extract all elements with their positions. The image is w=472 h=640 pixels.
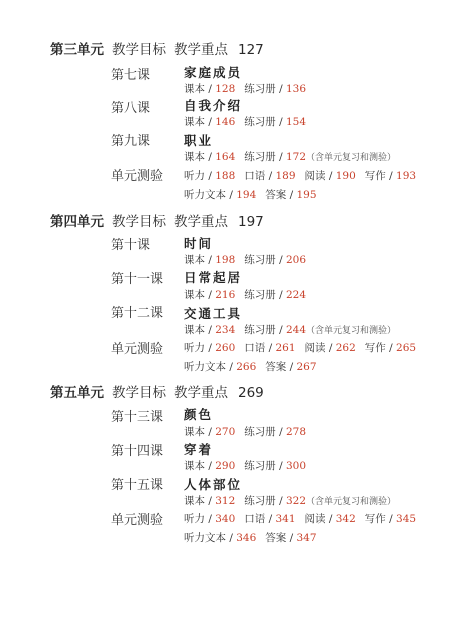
unit-page-number: 197 <box>238 214 264 230</box>
reading-page: 262 <box>335 342 356 354</box>
workbook-label: 练习册 / <box>244 289 286 301</box>
answers-page: 347 <box>296 532 317 544</box>
listening-page: 340 <box>215 513 236 525</box>
unit-focus: 教学重点 <box>174 385 228 401</box>
listening-label: 听力 / <box>184 170 216 182</box>
textbook-label: 课本 / <box>184 83 216 95</box>
textbook-label: 课本 / <box>184 116 216 128</box>
unit-test-refs-2 <box>184 187 317 202</box>
listening-script-label: 听力文本 / <box>184 361 237 373</box>
unit-focus: 教学重点 <box>174 42 228 58</box>
lesson-page-refs <box>184 252 306 267</box>
workbook-label: 练习册 / <box>244 495 286 507</box>
lesson-page-refs <box>184 424 306 439</box>
unit-goals: 教学目标 <box>112 42 166 58</box>
unit-goals: 教学目标 <box>112 214 166 230</box>
textbook-page: 198 <box>215 254 236 266</box>
lesson-name[interactable]: 第十课 <box>111 238 151 253</box>
lesson-page-refs <box>184 81 306 96</box>
speaking-page: 189 <box>275 170 296 182</box>
lesson-title[interactable]: 家庭成员 <box>184 65 243 80</box>
writing-page: 345 <box>396 513 417 525</box>
unit-heading[interactable] <box>50 210 264 230</box>
textbook-page: 290 <box>215 460 236 472</box>
textbook-label: 课本 / <box>184 426 216 438</box>
unit-page-number: 127 <box>238 42 264 58</box>
lesson-page-refs <box>184 114 306 129</box>
workbook-label: 练习册 / <box>244 116 286 128</box>
workbook-label: 练习册 / <box>244 324 286 336</box>
unit-goals: 教学目标 <box>112 385 166 401</box>
textbook-label: 课本 / <box>184 289 216 301</box>
unit-test-refs <box>184 340 416 355</box>
reading-page: 342 <box>335 513 356 525</box>
workbook-page: 224 <box>285 289 307 301</box>
lesson-title[interactable]: 交通工具 <box>184 306 243 321</box>
unit-test-refs <box>184 168 416 183</box>
textbook-label: 课本 / <box>184 254 216 266</box>
listening-label: 听力 / <box>184 342 216 354</box>
reading-label: 阅读 / <box>304 342 336 354</box>
lesson-page-refs <box>184 287 306 302</box>
lesson-title[interactable]: 颜色 <box>184 407 214 422</box>
lesson-name[interactable]: 第十一课 <box>111 272 164 287</box>
lesson-name[interactable]: 第十四课 <box>111 444 164 459</box>
lesson-page-refs <box>184 493 396 508</box>
workbook-page: 244 <box>285 324 307 336</box>
writing-page: 265 <box>396 342 417 354</box>
textbook-page: 270 <box>215 426 236 438</box>
textbook-page: 164 <box>215 151 236 163</box>
lesson-name[interactable]: 第九课 <box>111 134 151 149</box>
reading-page: 190 <box>335 170 356 182</box>
textbook-page: 146 <box>215 116 236 128</box>
workbook-label: 练习册 / <box>244 426 286 438</box>
listening-script-page: 194 <box>236 189 257 201</box>
lesson-page-refs <box>184 322 396 337</box>
workbook-page: 300 <box>285 460 307 472</box>
listening-label: 听力 / <box>184 513 216 525</box>
unit-test-refs <box>184 511 416 526</box>
writing-page: 193 <box>396 170 417 182</box>
unit-test-name[interactable]: 单元测验 <box>111 169 164 184</box>
review-note: （含单元复习和测验） <box>306 497 397 507</box>
lesson-name[interactable]: 第十五课 <box>111 478 164 493</box>
unit-heading[interactable] <box>50 38 264 58</box>
lesson-title[interactable]: 时间 <box>184 236 214 251</box>
lesson-name[interactable]: 第七课 <box>111 68 151 83</box>
textbook-label: 课本 / <box>184 324 216 336</box>
workbook-page: 278 <box>285 426 307 438</box>
listening-script-label: 听力文本 / <box>184 189 237 201</box>
workbook-page: 172 <box>285 151 307 163</box>
listening-script-page: 346 <box>236 532 257 544</box>
answers-label: 答案 / <box>265 532 297 544</box>
unit-heading[interactable] <box>50 381 264 401</box>
answers-label: 答案 / <box>265 361 297 373</box>
listening-script-label: 听力文本 / <box>184 532 237 544</box>
unit-test-refs-2 <box>184 530 317 545</box>
lesson-title[interactable]: 人体部位 <box>184 477 243 492</box>
writing-label: 写作 / <box>364 170 397 182</box>
workbook-page: 322 <box>285 495 307 507</box>
reading-label: 阅读 / <box>304 513 336 525</box>
lesson-name[interactable]: 第八课 <box>111 101 151 116</box>
writing-label: 写作 / <box>364 342 397 354</box>
lesson-title[interactable]: 自我介绍 <box>184 98 243 113</box>
lesson-page-refs <box>184 149 396 164</box>
textbook-label: 课本 / <box>184 495 216 507</box>
textbook-label: 课本 / <box>184 460 216 472</box>
lesson-name[interactable]: 第十二课 <box>111 306 164 321</box>
review-note: （含单元复习和测验） <box>306 153 397 163</box>
workbook-label: 练习册 / <box>244 460 286 472</box>
textbook-page: 312 <box>215 495 236 507</box>
textbook-page: 234 <box>215 324 236 336</box>
speaking-page: 261 <box>275 342 296 354</box>
answers-page: 267 <box>296 361 317 373</box>
workbook-label: 练习册 / <box>244 254 286 266</box>
listening-script-page: 266 <box>236 361 257 373</box>
workbook-page: 136 <box>285 83 307 95</box>
answers-label: 答案 / <box>265 189 297 201</box>
lesson-title[interactable]: 日常起居 <box>184 270 243 285</box>
unit-name: 第三单元 <box>50 42 104 58</box>
speaking-page: 341 <box>275 513 296 525</box>
unit-test-name[interactable]: 单元测验 <box>111 342 164 357</box>
listening-page: 260 <box>215 342 236 354</box>
workbook-page: 154 <box>285 116 307 128</box>
reading-label: 阅读 / <box>304 170 336 182</box>
workbook-page: 206 <box>285 254 307 266</box>
textbook-page: 128 <box>215 83 236 95</box>
unit-test-refs-2 <box>184 359 317 374</box>
speaking-label: 口语 / <box>244 342 276 354</box>
workbook-label: 练习册 / <box>244 151 286 163</box>
unit-name: 第五单元 <box>50 385 104 401</box>
unit-page-number: 269 <box>238 385 264 401</box>
unit-focus: 教学重点 <box>174 214 228 230</box>
speaking-label: 口语 / <box>244 170 276 182</box>
lesson-name[interactable]: 第十三课 <box>111 410 164 425</box>
workbook-label: 练习册 / <box>244 83 286 95</box>
lesson-title[interactable]: 职业 <box>184 133 214 148</box>
writing-label: 写作 / <box>364 513 397 525</box>
unit-name: 第四单元 <box>50 214 104 230</box>
textbook-label: 课本 / <box>184 151 216 163</box>
answers-page: 195 <box>296 189 317 201</box>
lesson-page-refs <box>184 458 306 473</box>
listening-page: 188 <box>215 170 236 182</box>
lesson-title[interactable]: 穿着 <box>184 442 214 457</box>
speaking-label: 口语 / <box>244 513 276 525</box>
textbook-page: 216 <box>215 289 236 301</box>
unit-test-name[interactable]: 单元测验 <box>111 513 164 528</box>
review-note: （含单元复习和测验） <box>306 326 397 336</box>
